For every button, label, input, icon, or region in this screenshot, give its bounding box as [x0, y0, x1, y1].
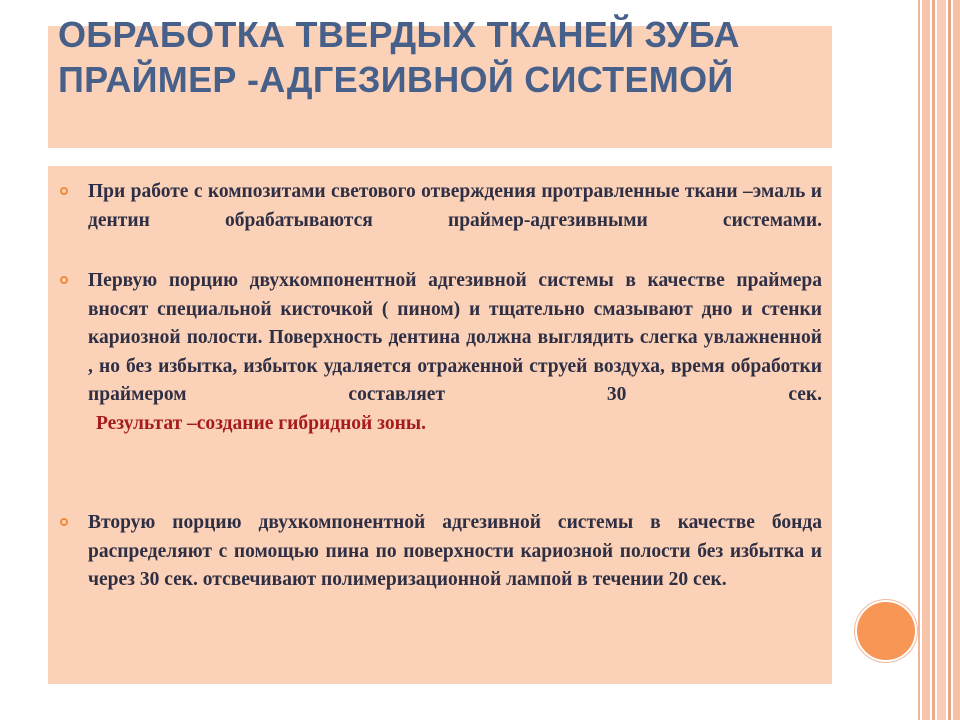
result-note: Результат –создание гибридной зоны. — [96, 412, 426, 434]
bullet-text: Вторую порцию двухкомпонентной адгезивной системы в качестве бонда распределяют с помощью пина по поверхности кариозной полости без избытка и через 30 сек. отсвечивают полимеризационной лампой в течении 20 сек. — [88, 512, 822, 590]
bullet-item — [88, 178, 822, 235]
bullet-text: Первую порцию двухкомпонентной адгезивной системы в качестве праймера вносят специальной кисточкой ( пином) и тщательно смазывают дно и стенки кариозной полости. Поверхность дентина должна выглядить слегка увлажненной , но без избытка, избыток удаляется отраженной струей воздуха, время обработки праймером составляет 30 сек. — [88, 270, 822, 405]
bullet-text: При работе с композитами светового отверждения протравленные ткани –эмаль и дентин обрабатываются праймер-адгезивными системами. — [88, 181, 822, 231]
orange-circle-decoration — [855, 600, 917, 662]
bullet-circle-icon — [60, 187, 68, 195]
content-box — [48, 166, 832, 684]
bullet-circle-icon — [60, 276, 68, 284]
bullet-item — [88, 267, 822, 438]
bullet-item — [88, 509, 822, 595]
slide-title: ОБРАБОТКА ТВЕРДЫХ ТКАНЕЙ ЗУБА ПРАЙМЕР -АДГЕЗИВНОЙ СИСТЕМОЙ — [58, 14, 740, 100]
bullet-circle-icon — [60, 518, 68, 526]
